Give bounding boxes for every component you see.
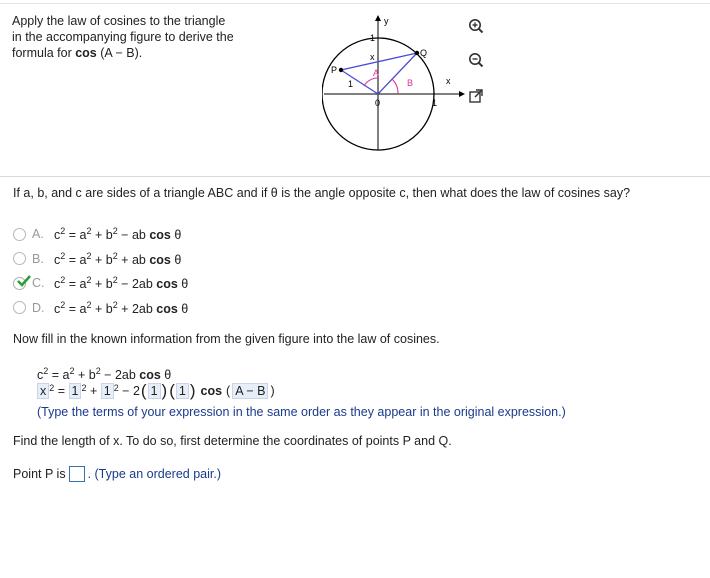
answer-choices xyxy=(13,222,188,320)
point-q-dot xyxy=(415,51,419,55)
expr-sup: 2 xyxy=(86,299,92,310)
problem-statement xyxy=(12,13,262,61)
zoom-out-button[interactable] xyxy=(466,50,486,70)
choice-d-expression xyxy=(54,300,188,316)
problem-line-1: Apply the law of cosines to the triangle xyxy=(12,14,226,28)
expr-sup: 2 xyxy=(112,299,118,310)
problem-cos-text: cos xyxy=(75,46,97,60)
left-paren-small: ( xyxy=(226,384,231,398)
radio-d[interactable] xyxy=(13,301,26,314)
point-q-label: Q xyxy=(420,48,428,58)
origin-label: 0 xyxy=(375,98,381,108)
question-text: If a, b, and c are sides of a triangle ABC and if θ is the angle opposite c, then what does the law of cosines say? xyxy=(13,186,631,200)
point-p-row xyxy=(13,466,221,482)
answer-box-one-1[interactable]: 1 xyxy=(69,383,82,399)
answer-minus-two: − 2 xyxy=(118,384,140,398)
popout-icon xyxy=(468,88,484,104)
expr-term: + b xyxy=(91,301,113,316)
choice-d[interactable] xyxy=(13,296,188,321)
expr-sup: 2 xyxy=(86,226,92,237)
law-of-cosines-equation xyxy=(37,366,171,382)
one-top-label: 1 xyxy=(370,33,376,43)
answer-box-b[interactable]: 1 xyxy=(176,383,189,399)
left-paren: ( xyxy=(140,381,147,400)
point-p-dot xyxy=(339,68,343,72)
expr-term: + b xyxy=(91,228,113,243)
answer-box-one-2[interactable]: 1 xyxy=(101,383,114,399)
expr-term: = a xyxy=(65,252,87,267)
right-paren: ) xyxy=(161,381,168,400)
answer-expression xyxy=(37,383,275,399)
expr-term: c xyxy=(54,228,61,243)
radio-b[interactable] xyxy=(13,252,26,265)
right-paren: ) xyxy=(189,381,196,400)
expr-term: − ab xyxy=(117,228,150,243)
left-paren: ( xyxy=(169,381,175,400)
eq-theta: θ xyxy=(160,368,172,383)
expr-term: − 2ab xyxy=(117,277,157,292)
top-border xyxy=(0,3,710,4)
expr-sup: 2 xyxy=(112,275,118,286)
problem-line-3-suffix: (A − B). xyxy=(96,46,143,60)
angle-a-label: A xyxy=(373,68,380,78)
eq-cos: cos xyxy=(139,368,161,383)
step-instruction: Now fill in the known information from the given figure into the law of cosines. xyxy=(13,332,440,346)
eq-term: − 2ab xyxy=(100,368,140,383)
choice-c[interactable] xyxy=(13,271,188,296)
expr-sup: 2 xyxy=(86,250,92,261)
unit-circle-figure xyxy=(322,10,472,152)
problem-line-3 xyxy=(12,45,262,61)
choice-a[interactable] xyxy=(13,222,188,247)
answer-box-angle[interactable]: A − B xyxy=(232,383,268,399)
answer-sup: 2 xyxy=(49,383,55,393)
one-right-label: 1 xyxy=(432,98,438,108)
point-p-label: Point P is xyxy=(13,467,66,481)
checkmark-icon xyxy=(17,275,31,287)
expr-cos: cos xyxy=(156,301,178,316)
point-p-input[interactable] xyxy=(69,466,85,482)
answer-plus: + xyxy=(86,384,101,398)
one-left-label: 1 xyxy=(348,79,354,89)
zoom-in-button[interactable] xyxy=(466,16,486,36)
answer-hint: (Type the terms of your expression in the same order as they appear in the original expression.) xyxy=(37,405,566,419)
expr-sup: 2 xyxy=(86,275,92,286)
expr-cos: cos xyxy=(149,228,171,243)
expr-term: = a xyxy=(65,277,87,292)
expr-sup: 2 xyxy=(60,275,66,286)
expr-theta: θ xyxy=(177,301,189,316)
eq-sup: 2 xyxy=(43,366,49,376)
eq-sup: 2 xyxy=(95,366,101,376)
eq-term: = a xyxy=(48,368,70,383)
expr-sup: 2 xyxy=(112,226,118,237)
choice-c-letter: C. xyxy=(32,276,45,291)
angle-b-arc xyxy=(392,79,398,94)
answer-cos: cos xyxy=(200,384,223,398)
answer-sup: 2 xyxy=(113,383,119,393)
x-label: x xyxy=(446,76,451,86)
expr-sup: 2 xyxy=(60,226,66,237)
answer-equals: = xyxy=(54,384,69,398)
expr-term: + 2ab xyxy=(117,301,157,316)
problem-line-2: in the accompanying figure to derive the xyxy=(12,30,234,44)
zoom-out-icon xyxy=(468,52,484,68)
expr-term: c xyxy=(54,252,61,267)
eq-term: + b xyxy=(74,368,96,383)
answer-sup: 2 xyxy=(81,383,87,393)
choice-b-letter: B. xyxy=(32,251,44,266)
popout-button[interactable] xyxy=(466,86,486,106)
expr-cos: cos xyxy=(156,277,178,292)
choice-c-expression xyxy=(54,275,188,291)
expr-term: = a xyxy=(65,301,87,316)
choice-b-expression xyxy=(54,251,181,267)
radio-a[interactable] xyxy=(13,228,26,241)
eq-term: c xyxy=(37,368,44,383)
expr-theta: θ xyxy=(170,252,182,267)
expr-term: + b xyxy=(91,252,113,267)
expr-sup: 2 xyxy=(60,299,66,310)
right-paren-small: ) xyxy=(270,384,275,398)
problem-line-3-prefix: formula for xyxy=(12,46,76,60)
choice-a-letter: A. xyxy=(32,227,44,242)
angle-b-label: B xyxy=(407,78,414,88)
expr-term: = a xyxy=(65,228,87,243)
eq-sup: 2 xyxy=(69,366,75,376)
zoom-in-icon xyxy=(468,18,484,34)
expr-theta: θ xyxy=(170,228,182,243)
y-label: y xyxy=(384,16,389,26)
side-x-label: x xyxy=(370,52,375,62)
expr-sup: 2 xyxy=(60,250,66,261)
expr-term: + ab xyxy=(117,252,150,267)
section-divider xyxy=(0,176,710,177)
answer-box-x[interactable]: x xyxy=(37,383,49,399)
expr-theta: θ xyxy=(177,277,189,292)
angle-a-arc xyxy=(364,78,378,86)
choice-d-letter: D. xyxy=(32,300,45,315)
expr-sup: 2 xyxy=(112,250,118,261)
choice-a-expression xyxy=(54,226,181,242)
choice-b[interactable] xyxy=(13,247,188,272)
point-p-label: P xyxy=(331,65,338,75)
expr-term: c xyxy=(54,277,61,292)
expr-cos: cos xyxy=(149,252,171,267)
expr-term: + b xyxy=(91,277,113,292)
radio-c-selected[interactable] xyxy=(13,277,26,290)
find-instruction: Find the length of x. To do so, first determine the coordinates of points P and Q. xyxy=(13,434,452,448)
point-p-hint: . (Type an ordered pair.) xyxy=(87,467,221,481)
expr-term: c xyxy=(54,301,61,316)
answer-box-a[interactable]: 1 xyxy=(148,383,161,399)
